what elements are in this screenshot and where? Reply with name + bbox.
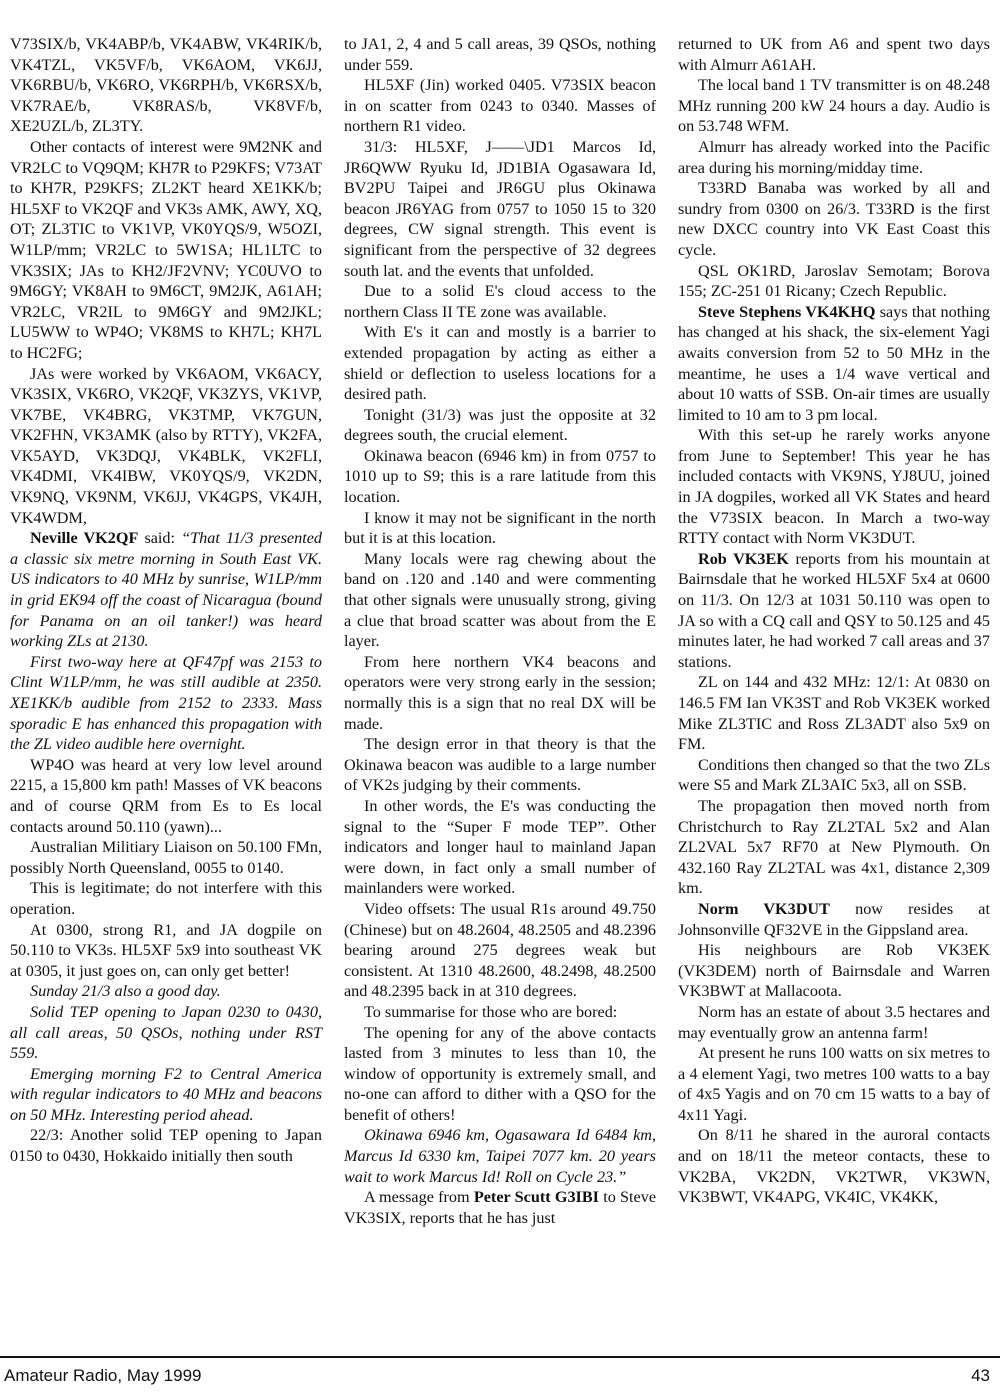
paragraph: QSL OK1RD, Jaroslav Semotam; Borova 155; ZC-251 01 Ricany; Czech Republic. (678, 261, 990, 301)
paragraph (678, 549, 990, 673)
paragraph: Solid TEP opening to Japan 0230 to 0430, all call areas, 50 QSOs, nothing under RST 559. (10, 1002, 322, 1063)
paragraph: From here northern VK4 beacons and operators were very strong early in the session; normally this is a sign that no real DX will be made. (344, 652, 656, 733)
paragraph: The opening for any of the above contacts lasted from 3 minutes to less than 10, the window of opportunity is extremely small, and no-one can afford to dither with a QSO for the benefit of others! (344, 1023, 656, 1124)
paragraph-text: said: (138, 529, 182, 548)
author-name: Norm VK3DUT (698, 899, 830, 918)
paragraph: returned to UK from A6 and spent two days with Almurr A61AH. (678, 35, 990, 74)
paragraph (678, 899, 990, 940)
paragraph-text: now resides at Johnsonville QF32VE in the Gippsland area. (678, 899, 990, 939)
paragraph-text: reports from his mountain at Bairnsdale that he worked HL5XF 5x4 at 0600 on 11/3. On 12/3 at 1031 50.110 was open to JA so with a CQ call and QSY to 50.125 and 45 minutes later, he had worked 7 call areas and 37 stations. (678, 549, 990, 671)
paragraph: Many locals were rag chewing about the band on .120 and .140 and were commenting that other signals were unusually strong, giving a clue that broad scatter was about from the E layer. (344, 549, 656, 651)
footer-rule (0, 1356, 1000, 1358)
paragraph: Other contacts of interest were 9M2NK and VR2LC to VQ9QM; KH7R to P29KFS; V73AT to KH7R, P29KFS; ZL2KT heard XE1KK/b; HL5XF to VK2QF and VK3s AMK, AWY, XQ, OT; ZL3TIC to VK1VP, VK0YQS/9, W5OZI, W1LP/mm; VR2LC to 5W1SA; HL1LTC to VK3SIX; JAs to KH2/JF2VNV; YC0UVO to 9M6GY; VK8AH to 9M6CT, 9M2JK, A61AH; VR2LC, VR2IL to 9M6GY and 9M2JKL; LU5WW to WP4O; VK8MS to KH7L; KH7L to HC2FG; (10, 137, 322, 362)
paragraph: Video offsets: The usual R1s around 49.750 (Chinese) but on 48.2604, 48.2505 and 48.2396 bearing around 275 degrees weak but consistent. At 1310 48.2600, 48.2498, 48.2500 and 48.2395 back in at 310 degrees. (344, 899, 656, 1001)
paragraph: The design error in that theory is that the Okinawa beacon was audible to a large number of VK2s judging by their comments. (344, 735, 656, 795)
paragraph: This is legitimate; do not interfere with this operation. (10, 879, 322, 918)
paragraph: Norm has an estate of about 3.5 hectares and may eventually grow an antenna farm! (678, 1002, 990, 1042)
paragraph: To summarise for those who are bored: (364, 1002, 618, 1021)
paragraph: With E's it can and mostly is a barrier to extended propagation by acting as either a shield or deflection to useless locations for a desired path. (344, 323, 656, 404)
paragraph: to JA1, 2, 4 and 5 call areas, 39 QSOs, nothing under 559. (344, 35, 656, 74)
paragraph: HL5XF (Jin) worked 0405. V73SIX beacon in on scatter from 0243 to 0340. Masses of northern R1 video. (344, 76, 656, 136)
paragraph: In other words, the E's was conducting the signal to the “Super F mode TEP”. Other indicators and longer haul to mainland Japan were down, in fact only a small number of mainlanders were worked. (344, 796, 656, 898)
paragraph: Sunday 21/3 also a good day. (30, 982, 221, 1001)
author-name: Peter Scutt G3IBI (473, 1188, 599, 1207)
column-2 (344, 34, 656, 1228)
paragraph: Okinawa 6946 km, Ogasawara Id 6484 km, Marcus Id 6330 km, Taipei 7077 km. 20 years wait to work Marcus Id! Roll on Cycle 23.” (344, 1126, 656, 1186)
paragraph: Almurr has already worked into the Pacific area during his morning/midday time. (678, 137, 990, 177)
paragraph (678, 302, 990, 426)
paragraph: 31/3: HL5XF, J——\JD1 Marcos Id, JR6QWW Ryuku Id, JD1BIA Ogasawara Id, BV2PU Taipei and JR6GU plus Okinawa beacon JR6YAG from 0757 to 1050 15 to 320 degrees, CW signal strength. This event is significant from the perspective of 32 degrees south lat. and the events that unfolded. (344, 137, 656, 280)
paragraph: The local band 1 TV transmitter is on 48.248 MHz running 200 kW 24 hours a day. Audio is on 53.748 WFM. (678, 76, 990, 136)
paragraph (10, 528, 322, 652)
publication-footer: Amateur Radio, May 1999 (4, 1366, 202, 1385)
paragraph: Tonight (31/3) was just the opposite at 32 degrees south, the crucial element. (344, 405, 656, 445)
paragraph: I know it may not be significant in the north but it is at this location. (344, 508, 656, 548)
author-name: Rob VK3EK (698, 549, 789, 568)
paragraph: First two-way here at QF47pf was 2153 to Clint W1LP/mm, he was still audible at 2350. XE1KK/b audible from 2152 to 2333. Mass sporadic E has enhanced this propagation with the ZL video audible here overnight. (10, 652, 322, 754)
paragraph: Due to a solid E's cloud access to the northern Class II TE zone was available. (344, 282, 656, 321)
column-1 (10, 34, 322, 1167)
paragraph: Okinawa beacon (6946 km) in from 0757 to 1010 up to S9; this is a rare latitude from this location. (344, 446, 656, 507)
paragraph: V73SIX/b, VK4ABP/b, VK4ABW, VK4RIK/b, VK4TZL, VK5VF/b, VK6AOM, VK6JJ, VK6RBU/b, VK6RO, VK6RPH/b, VK6RSX/b, VK7RAE/b, VK8RAS/b, VK8VF/b, XE2UZL/b, ZL3TY. (10, 35, 322, 136)
paragraph: His neighbours are Rob VK3EK (VK3DEM) north of Bairnsdale and Warren VK3BWT at Mallacoota. (678, 941, 990, 1001)
paragraph: WP4O was heard at very low level around 2215, a 15,800 km path! Masses of VK beacons and of course QRM from Es to Es local contacts around 50.110 (yawn)... (10, 755, 322, 836)
paragraph (344, 1187, 656, 1228)
quote-text: “That 11/3 presented a classic six metre morning in South East VK. US indicators to 40 MHz by sunrise, W1LP/mm in grid EK94 off the coast of Nicaragua (bound for Panama on an oil tanker!) was heard working ZLs at 2130. (10, 529, 322, 651)
paragraph: The propagation then moved north from Christchurch to Ray ZL2TAL 5x2 and Alan ZL2VAL 5x7 RF70 at New Plymouth. On 432.160 Ray ZL2TAL was 4x1, distance 2,309 km. (678, 796, 990, 898)
paragraph: Conditions then changed so that the two ZLs were S5 and Mark ZL3AIC 5x3, all on SSB. (678, 755, 990, 795)
column-3 (678, 34, 990, 1208)
paragraph: At present he runs 100 watts on six metres to a 4 element Yagi, two metres 100 watts to a bay of 4x5 Yagis and on 70 cm 15 watts to a bay of 4x11 Yagi. (678, 1044, 990, 1124)
page-number: 43 (971, 1366, 990, 1385)
paragraph-text: to Steve VK3SIX, reports that he has just (344, 1188, 657, 1227)
paragraph-text: says that nothing has changed at his shack, the six-element Yagi awaits conversion from 52 to 50 MHz in the meantime, he uses a 1/4 wave vertical and about 10 watts of SSB. On-air times are usually limited to 10 am to 3 pm local. (678, 302, 990, 424)
paragraph: At 0300, strong R1, and JA dogpile on 50.110 to VK3s. HL5XF 5x9 into southeast VK at 0305, it just goes on, can only get better! (10, 920, 322, 980)
paragraph: Emerging morning F2 to Central America with regular indicators to 40 MHz and beacons on 50 MHz. Interesting period ahead. (10, 1064, 322, 1124)
author-name: Steve Stephens VK4KHQ (698, 302, 876, 321)
paragraph: T33RD Banaba was worked by all and sundry from 0300 on 26/3. T33RD is the first new DXCC country into VK East Coast this cycle. (678, 179, 990, 259)
paragraph-text: A message from (364, 1188, 474, 1207)
paragraph: On 8/11 he shared in the auroral contacts and on 18/11 the meteor contacts, these to VK2BA, VK2DN, VK2TWR, VK3WN, VK3BWT, VK4APG, VK4IC, VK4KK, (678, 1126, 990, 1207)
author-name: Neville VK2QF (30, 529, 139, 548)
paragraph: With this set-up he rarely works anyone from June to September! This year he has included contacts with VK9NS, YJ8UU, joined in JA dogpiles, worked all VK States and heard the V73SIX beacon. In March a two-way RTTY contact with Norm VK3DUT. (678, 426, 990, 548)
paragraph: JAs were worked by VK6AOM, VK6ACY, VK3SIX, VK6RO, VK2QF, VK3ZYS, VK1VP, VK7BE, VK4BRG, VK3TMP, VK7GUN, VK2FHN, VK3AMK (also by RTTY), VK2FA, VK5AYD, VK3DQJ, VK4BLK, VK2FLI, VK4DMI, VK4IBW, VK0YQS/9, VK2DN, VK9NQ, VK9NM, VK6JJ, VK4GPS, VK4JH, VK4WDM, (10, 364, 322, 527)
paragraph: 22/3: Another solid TEP opening to Japan 0150 to 0430, Hokkaido initially then south (10, 1126, 322, 1166)
paragraph: ZL on 144 and 432 MHz: 12/1: At 0830 on 146.5 FM Ian VK3ST and Rob VK3EK worked Mike ZL3TIC and Ross ZL3ADT also 5x9 on FM. (678, 673, 990, 754)
paragraph: Australian Militiary Liaison on 50.100 FMn, possibly North Queensland, 0055 to 0140. (10, 838, 322, 877)
